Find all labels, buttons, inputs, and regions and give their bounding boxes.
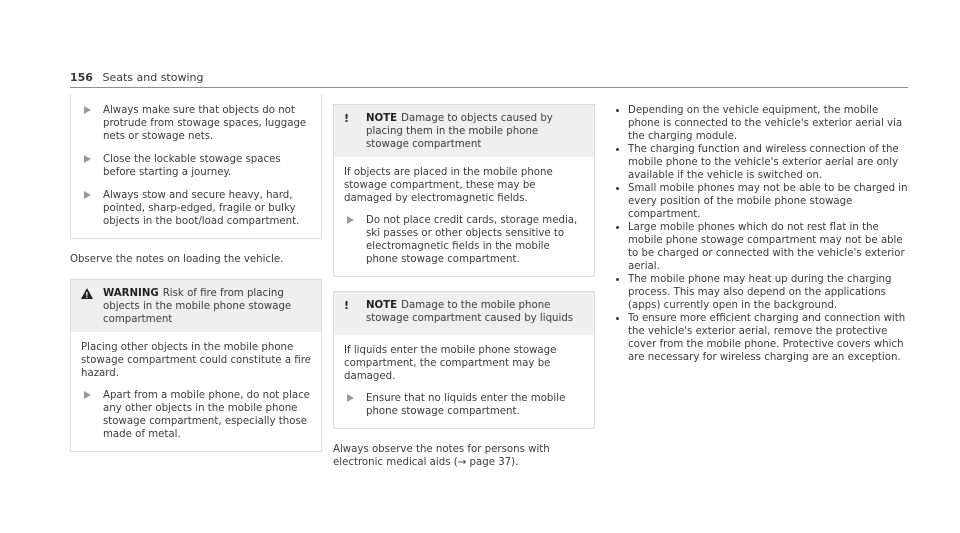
charging-info-list <box>612 104 908 364</box>
list-item: The charging function and wireless connection of the mobile phone to the vehicle's exterior aerial are only available if the vehicle is switched on. <box>612 143 908 182</box>
column-right <box>612 104 908 364</box>
note-heading: Damage to objects caused by placing them in the mobile phone stowage compartment <box>366 113 553 150</box>
page-number: 156 <box>70 71 93 84</box>
bullet-dot-icon <box>616 226 619 229</box>
column-left <box>70 94 322 452</box>
exclamation-icon: ! <box>344 299 350 312</box>
list-item: Large mobile phones which do not rest flat in the mobile phone stowage compartment may not be able to be charged or connected with the vehicle's exterior aerial. <box>612 221 908 273</box>
note-heading: Damage to the mobile phone stowage compartment caused by liquids <box>366 300 574 324</box>
list-item: To ensure more efficient charging and connection with the vehicle's exterior aerial, remove the protective cover from the mobile phone. Protective covers which are necessary for wireless charging are an exception. <box>612 312 908 364</box>
page-header <box>70 71 203 84</box>
header-rule <box>70 87 908 88</box>
note-box-liquids <box>333 291 595 429</box>
note-body: If objects are placed in the mobile phone stowage compartment, these may be damaged by electromagnetic fields. Do not place credit cards, storage media, ski passes or other objects sensitive to electromagnetic fields in the mobile phone stowage compartment. <box>334 157 594 276</box>
bullet-dot-icon <box>616 109 619 112</box>
note-label: NOTE <box>366 113 398 124</box>
warning-label: WARNING <box>103 288 159 299</box>
arrow-icon <box>84 106 91 114</box>
observe-notes-text: Observe the notes on loading the vehicle. <box>70 254 284 265</box>
list-item: The mobile phone may heat up during the charging process. This may also depend on the applications (apps) currently open in the background. <box>612 273 908 312</box>
note-label: NOTE <box>366 300 398 311</box>
arrow-icon <box>347 394 354 402</box>
bullet-dot-icon <box>616 317 619 320</box>
medical-aids-text[interactable]: Always observe the notes for persons with electronic medical aids (→ page 37). <box>333 444 550 468</box>
warning-heading: Risk of fire from placing objects in the mobile phone stowage compartment <box>103 288 292 325</box>
column-middle <box>333 104 595 469</box>
note-body: If liquids enter the mobile phone stowage compartment, the compartment may be damaged. Ensure that no liquids enter the mobile phone stowage compartment. <box>334 335 594 428</box>
warning-box <box>70 279 322 452</box>
arrow-icon <box>84 391 91 399</box>
warning-body: Placing other objects in the mobile phone stowage compartment could constitute a fire hazard. Apart from a mobile phone, do not place any other objects in the mobile phone stowage compartment, especially those made of metal. <box>81 342 311 440</box>
list-item: Depending on the vehicle equipment, the mobile phone is connected to the vehicle's exterior aerial via the charging module. <box>612 104 908 143</box>
exclamation-icon: ! <box>344 112 350 125</box>
list-item: Small mobile phones may not be able to be charged in every position of the mobile phone stowage compartment. <box>612 182 908 221</box>
list-item: Do not place credit cards, storage media, ski passes or other objects sensitive to electromagnetic fields in the mobile phone stowage compartment. <box>344 214 584 266</box>
arrow-icon <box>84 155 91 163</box>
note-header <box>334 292 594 335</box>
section-title: Seats and stowing <box>102 71 204 84</box>
arrow-icon <box>84 191 91 199</box>
note-box-electromagnetic <box>333 104 595 277</box>
list-item: Ensure that no liquids enter the mobile phone stowage compartment. <box>344 392 584 418</box>
list-item: Always stow and secure heavy, hard, pointed, sharp-edged, fragile or bulky objects in the boot/load compartment. <box>71 189 311 228</box>
bullet-dot-icon <box>616 278 619 281</box>
list-item: Close the lockable stowage spaces before starting a journey. <box>71 153 311 179</box>
list-item: Always make sure that objects do not protrude from stowage spaces, luggage nets or stowage nets. <box>71 104 311 143</box>
list-item: Apart from a mobile phone, do not place any other objects in the mobile phone stowage compartment, especially those made of metal. <box>81 389 311 441</box>
note-header <box>334 105 594 157</box>
safety-bullets-box <box>70 94 322 239</box>
bullet-dot-icon <box>616 187 619 190</box>
arrow-icon <box>347 216 354 224</box>
warning-header <box>71 280 321 332</box>
warning-triangle-icon <box>81 288 93 299</box>
bullet-dot-icon <box>616 148 619 151</box>
